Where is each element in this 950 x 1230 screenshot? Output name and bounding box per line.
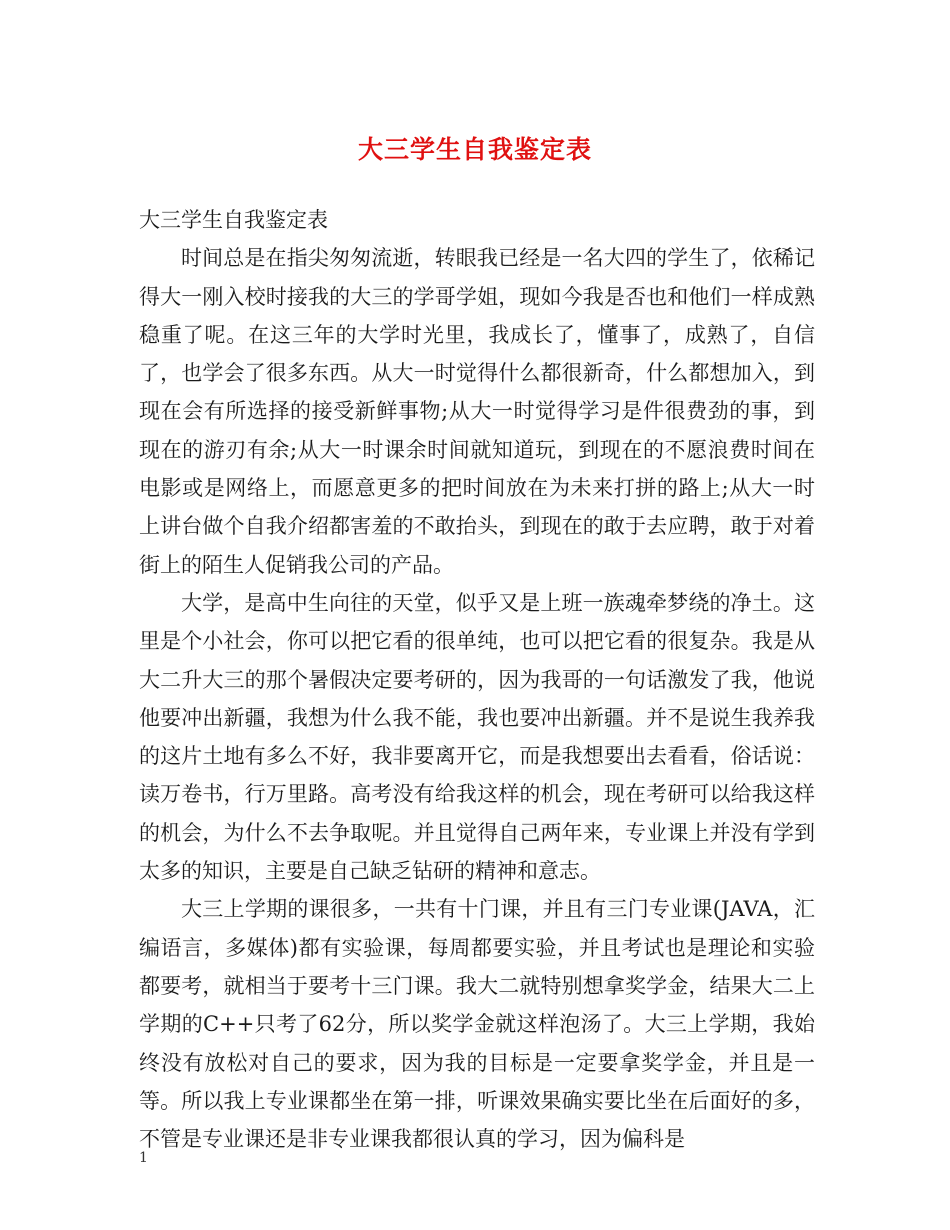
page-number: 1 xyxy=(139,1150,148,1166)
section-heading: 大三学生自我鉴定表 xyxy=(139,208,328,232)
body-paragraph: 大三上学期的课很多，一共有十门课，并且有三门专业课(JAVA，汇编语言，多媒体)都有实验课，每周都要实验，并且考试也是理论和实验都要考，就相当于要考十三门课。我大二就特别想拿奖学金，结果大二上学期的C++只考了62分，所以奖学金就这样泡汤了。大三上学期，我始终没有放松对自己的要求，因为我的目标是一定要拿奖学金，并且是一等。所以我上专业课都坐在第一排，听课效果确实要比坐在后面好的多，不管是专业课还是非专业课我都很认真的学习，因为偏科是 xyxy=(139,897,815,1152)
document-body xyxy=(139,201,815,1158)
document-title: 大三学生自我鉴定表 xyxy=(357,135,592,164)
body-paragraph: 时间总是在指尖匆匆流逝，转眼我已经是一名大四的学生了，依稀记得大一刚入校时接我的大三的学哥学姐，现如今我是否也和他们一样成熟稳重了呢。在这三年的大学时光里，我成长了，懂事了，成熟了，自信了，也学会了很多东西。从大一时觉得什么都很新奇，什么都想加入，到现在会有所选择的接受新鲜事物;从大一时觉得学习是件很费劲的事，到现在的游刃有余;从大一时课余时间就知道玩，到现在的不愿浪费时间在电影或是网络上，而愿意更多的把时间放在为未来打拼的路上;从大一时上讲台做个自我介绍都害羞的不敢抬头，到现在的敢于去应聘，敢于对着街上的陌生人促销我公司的产品。 xyxy=(139,246,815,577)
body-paragraph: 大学，是高中生向往的天堂，似乎又是上班一族魂牵梦绕的净土。这里是个小社会，你可以把它看的很单纯，也可以把它看的很复杂。我是从大二升大三的那个暑假决定要考研的，因为我哥的一句话激发了我，他说他要冲出新疆，我想为什么我不能，我也要冲出新疆。并不是说生我养我的这片土地有多么不好，我非要离开它，而是我想要出去看看，俗话说：读万卷书，行万里路。高考没有给我这样的机会，现在考研可以给我这样的机会，为什么不去争取呢。并且觉得自己两年来，专业课上并没有学到太多的知识，主要是自己缺乏钻研的精神和意志。 xyxy=(139,590,815,884)
